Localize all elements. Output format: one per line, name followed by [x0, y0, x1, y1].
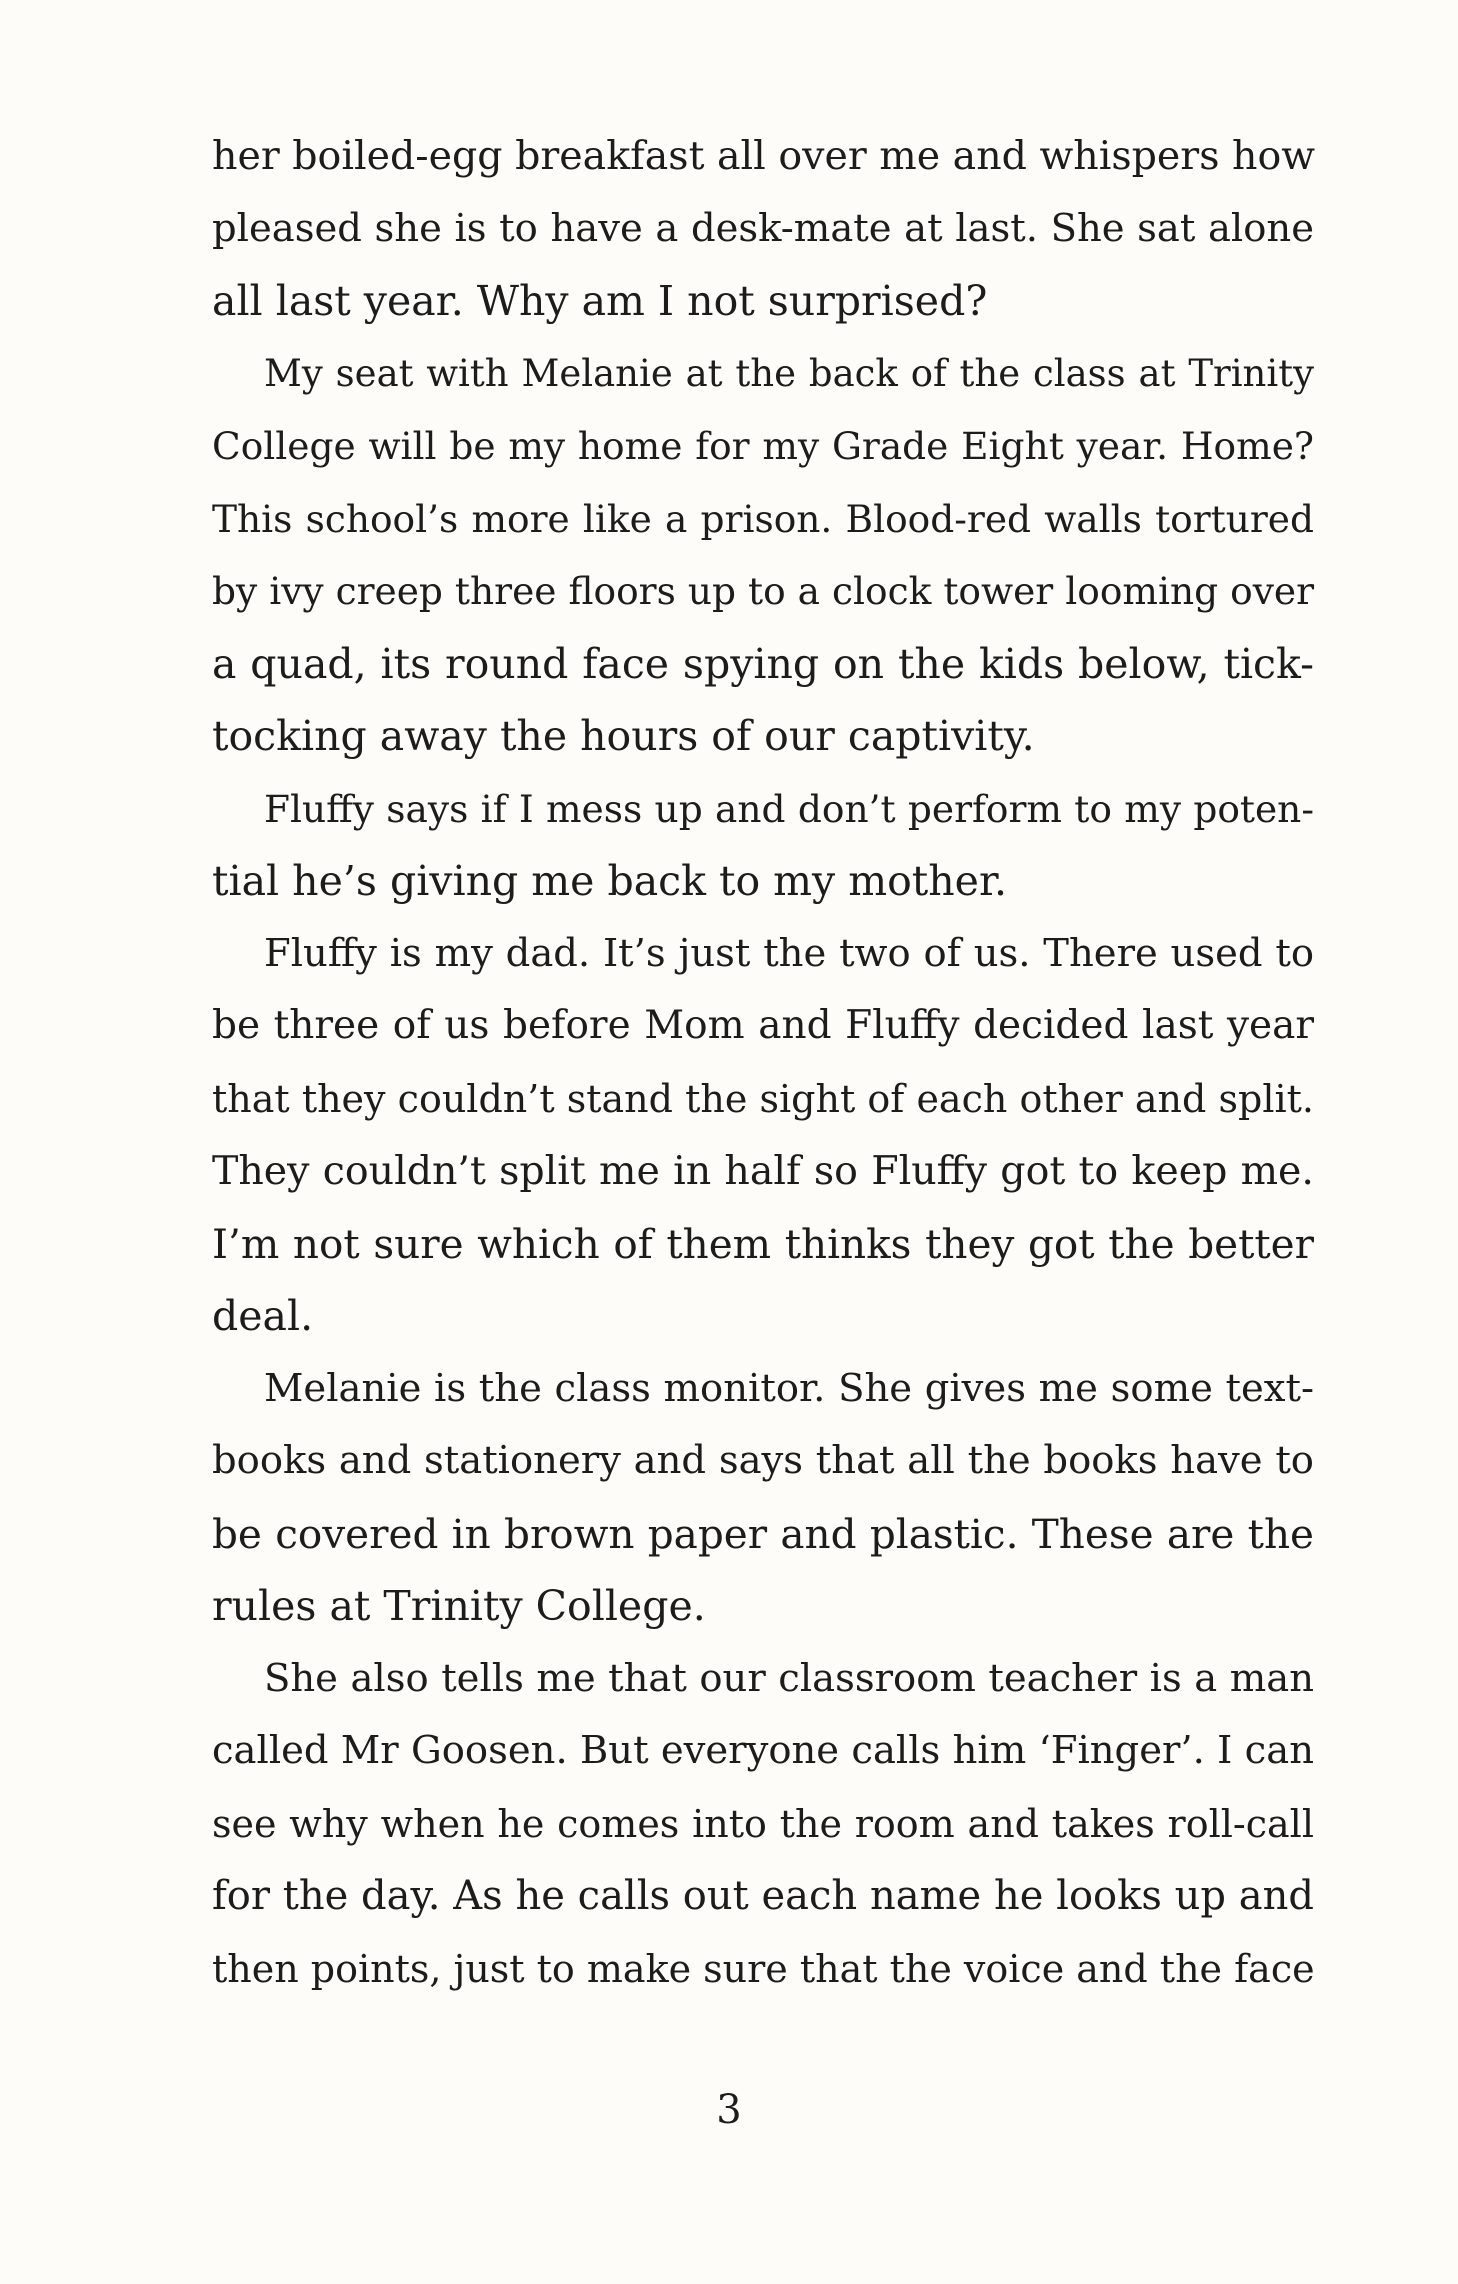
text-line: They couldn’t split me in half so Fluffy got to keep me.: [212, 1148, 1314, 1194]
text-line: for the day. As he calls out each name he looks up and: [212, 1873, 1314, 1919]
text-line: be covered in brown paper and plastic. These are the: [212, 1509, 1314, 1558]
text-line: by ivy creep three floors up to a clock tower looming over: [212, 569, 1314, 613]
text-line: that they couldn’t stand the sight of each other and split.: [212, 1076, 1314, 1121]
text-line: College will be my home for my Grade Eight year. Home?: [212, 424, 1314, 468]
text-line: rules at Trinity College.: [212, 1582, 706, 1630]
text-line: I’m not sure which of them thinks they got the better: [212, 1219, 1314, 1268]
text-line: tial he’s giving me back to my mother.: [212, 857, 1008, 905]
text-line: then points, just to make sure that the voice and the face: [212, 1946, 1315, 1991]
text-line: Fluffy says if I mess up and don’t perform to my poten-: [264, 786, 1314, 831]
text-line: be three of us before Mom and Fluffy decided last year: [212, 1003, 1314, 1048]
text-line: My seat with Melanie at the back of the class at Trinity: [264, 351, 1314, 395]
text-line: pleased she is to have a desk-mate at last. She sat alone: [212, 205, 1314, 251]
text-line: Fluffy is my dad. It’s just the two of us. There used to: [264, 930, 1314, 976]
text-line: This school’s more like a prison. Blood-red walls tortured: [212, 496, 1314, 541]
text-line: books and stationery and says that all the books have to: [212, 1438, 1314, 1483]
text-line: a quad, its round face spying on the kids below, tick-: [212, 639, 1314, 688]
text-line: all last year. Why am I not surprised?: [212, 277, 988, 325]
text-line: Melanie is the class monitor. She gives me some text-: [264, 1365, 1314, 1411]
page-number: 3: [716, 2087, 742, 2133]
text-line: She also tells me that our classroom teacher is a man: [264, 1655, 1314, 1701]
body-text: [212, 120, 1314, 2005]
text-line: her boiled-egg breakfast all over me and whispers how: [212, 133, 1316, 179]
text-line: see why when he comes into the room and takes roll-call: [212, 1801, 1314, 1846]
text-line: deal.: [212, 1292, 314, 1340]
text-line: tocking away the hours of our captivity.: [212, 712, 1035, 760]
text-line: called Mr Goosen. But everyone calls him ‘Finger’. I can: [212, 1728, 1314, 1773]
